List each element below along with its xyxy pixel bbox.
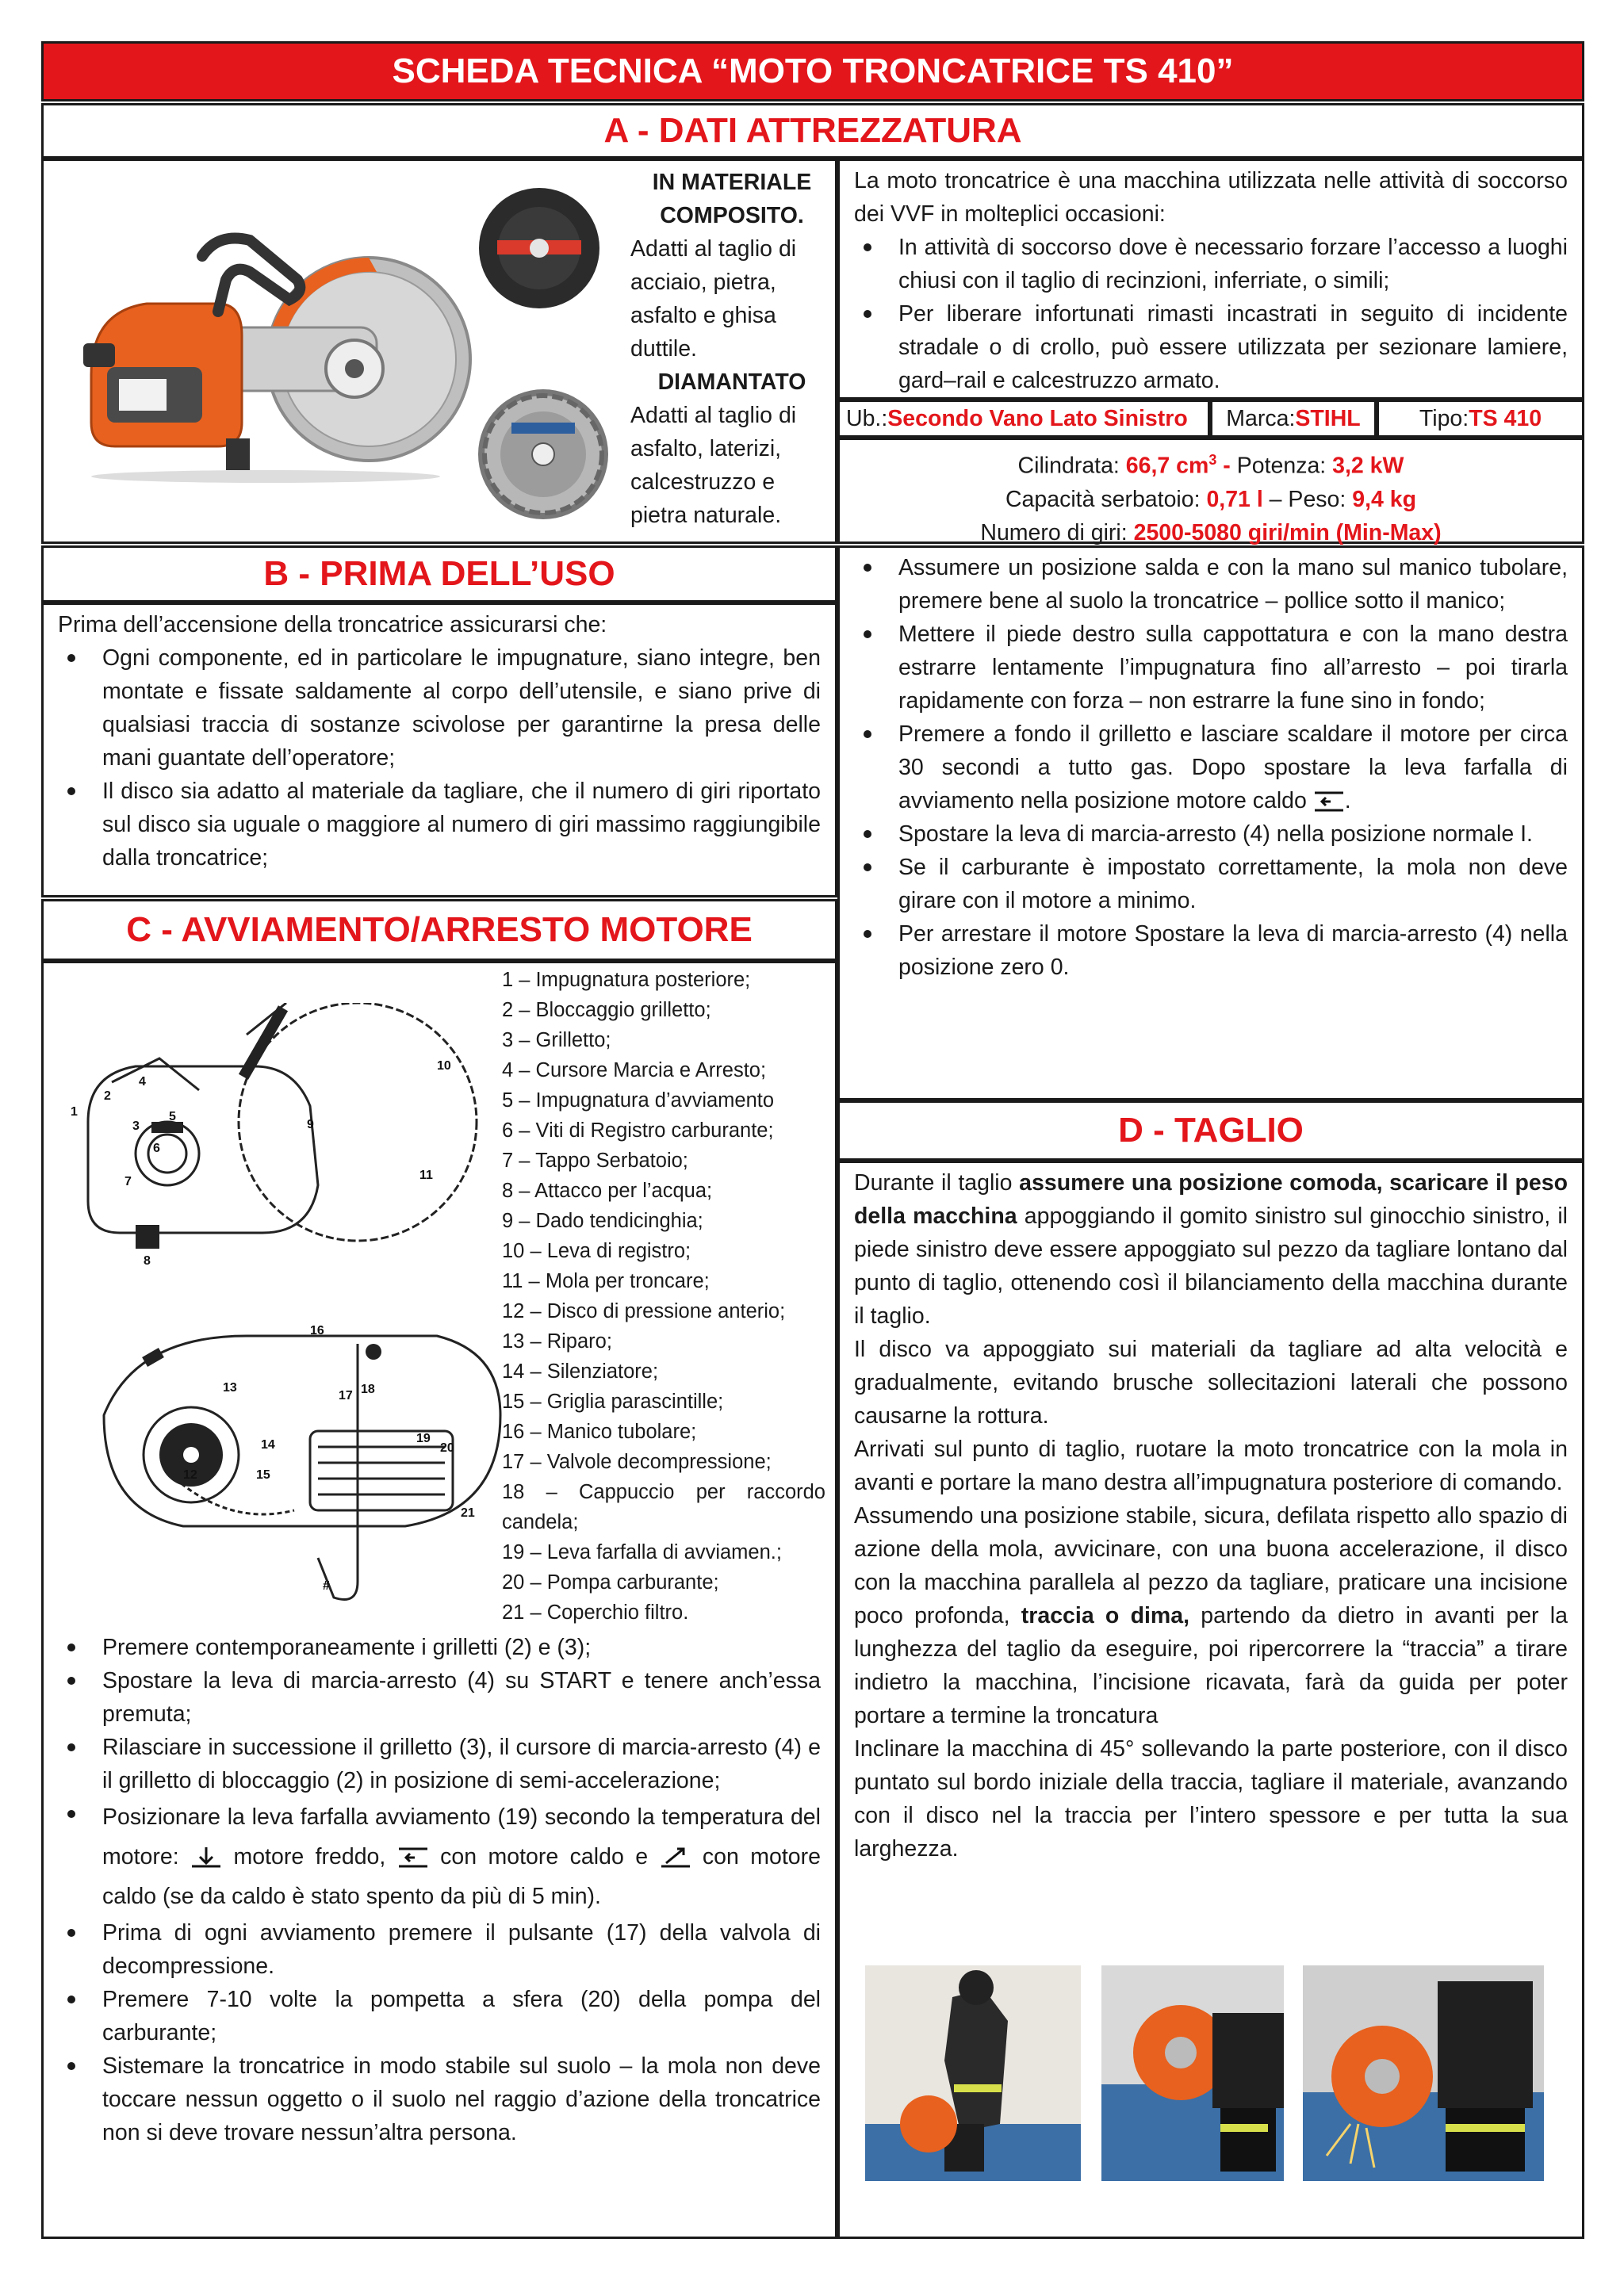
diagram-label-17: 17	[339, 1389, 353, 1402]
cutting-paragraph-1	[854, 1166, 1568, 1333]
cutting-text: partendo da dietro in avanti per la lunghezza del taglio da eseguire, poi ripercorrere la “traccia” a tirare indietro la macchina, l’incisione ricavata, farà da guida per poter portare a termine la troncatura	[854, 1603, 1568, 1728]
document-title: SCHEDA TECNICA “MOTO TRONCATRICE TS 410”	[392, 52, 1234, 90]
list-item: 9 – Dado tendicinghia;	[502, 1210, 703, 1232]
list-item: 5 – Impugnatura d’avviamento	[502, 1089, 775, 1112]
rpm-label: Numero di giri:	[980, 519, 1134, 545]
list-item: 8 – Attacco per l’acqua;	[502, 1180, 713, 1202]
section-a-description-panel	[837, 159, 1584, 400]
list-item: Se il carburante è impostato correttamente, la mola non deve girare con il motore a minimo.	[854, 851, 1568, 917]
section-b-title: B - PRIMA DELL’USO	[263, 554, 615, 593]
section-a-header	[41, 103, 1584, 159]
diagram-label-1: 1	[71, 1105, 78, 1119]
list-item: Sistemare la troncatrice in modo stabile sul suolo – la mola non deve toccare nessun oggetto o il suolo nel raggio d’azione della troncatrice non si deve trovare nessun’altra persona.	[58, 2049, 821, 2149]
hot-start-icon	[660, 1846, 691, 1869]
list-item: Premere contemporaneamente i grilletti (2) e (3);	[58, 1631, 821, 1664]
location-value: Secondo Vano Lato Sinistro	[887, 406, 1188, 431]
specs-panel	[837, 438, 1584, 544]
location-field	[837, 400, 1210, 438]
warm-start-icon	[397, 1846, 429, 1869]
list-item: 1 – Impugnatura posteriore;	[502, 969, 751, 991]
warm-position-instruction: Premere a fondo il grilletto e lasciare scaldare il motore per circa 30 secondi a tutto gas. Dopo spostare la leva farfalla di avviamento nella posizione motore caldo	[898, 721, 1568, 813]
composite-disc-image	[456, 185, 622, 312]
cutting-emphasis: assumere una posizione comoda, scaricare il peso della macchina	[854, 1170, 1568, 1229]
list-item: Prima di ogni avviamento premere il pulsante (17) della valvola di decompressione.	[58, 1916, 821, 1983]
diagram-label-hash: #	[323, 1579, 330, 1593]
diamond-disc-image	[464, 375, 622, 534]
section-c-panel	[41, 961, 837, 2239]
cutting-text: Durante il taglio	[854, 1170, 1020, 1196]
document-title-bar	[41, 41, 1584, 101]
diagram-label-14: 14	[261, 1438, 275, 1452]
list-item	[854, 718, 1568, 817]
list-item: Per liberare infortunati rimasti incastrati in seguito di incidente stradale o di crollo, può essere utilizzata per sezionare lamiere, gard–rail e calcestruzzo armato.	[854, 297, 1568, 397]
section-b-intro: Prima dell’accensione della troncatrice assicurarsi che:	[58, 612, 607, 637]
diagram-label-9: 9	[307, 1118, 314, 1131]
list-item: In attività di soccorso dove è necessario forzare l’accesso a luoghi chiusi con il taglio di recinzioni, inferriate, o simili;	[854, 231, 1568, 297]
list-item: 7 – Tappo Serbatoio;	[502, 1150, 688, 1172]
displacement-unit-exponent: 3	[1208, 452, 1217, 468]
type-value: TS 410	[1469, 406, 1542, 431]
list-item: Per arrestare il motore Spostare la leva di marcia-arresto (4) nella posizione zero 0.	[854, 917, 1568, 984]
cutting-text: appoggiando il gomito sinistro sul ginocchio sinistro, il piede sinistro deve essere appoggiato sul pezzo da tagliare lontano dal punto di taglio, ottenendo così il bilanciamento della macchina durante il taglio.	[854, 1203, 1568, 1329]
type-field	[1377, 400, 1584, 438]
section-b-panel	[41, 603, 837, 897]
list-item: 19 – Leva farfalla di avviamen.;	[502, 1541, 782, 1563]
diagram-label-6: 6	[153, 1142, 160, 1155]
diamond-disc-description: Adatti al taglio di asfalto, laterizi, calcestruzzo e pietra naturale.	[630, 403, 797, 528]
chainsaw-cutter-image	[59, 224, 472, 486]
throttle-instruction-part-4: con motore caldo (se da caldo è stato spento da più di 5 min).	[102, 1844, 821, 1909]
weight-value: 9,4 kg	[1352, 486, 1417, 512]
cutting-photo-3	[1303, 1965, 1544, 2181]
diagram-label-13: 13	[223, 1381, 237, 1395]
list-item: 3 – Grilletto;	[502, 1029, 611, 1051]
throttle-instruction-part-3: con motore caldo e	[428, 1844, 660, 1869]
cutting-paragraph-3: Arrivati sul punto di taglio, ruotare la moto troncatrice con la mola in avanti e portare la mano destra all’impugnatura posteriore di comando.	[854, 1437, 1568, 1495]
list-item: 17 – Valvole decompressione;	[502, 1451, 772, 1473]
list-item: 6 – Viti di Registro carburante;	[502, 1119, 774, 1142]
list-item: 12 – Disco di pressione anterio;	[502, 1300, 786, 1322]
displacement-value: 66,7 cm	[1125, 453, 1209, 479]
section-c-bullet-list	[58, 1631, 821, 2149]
section-d-title: D - TAGLIO	[1118, 1111, 1304, 1150]
specs-line-3	[840, 516, 1582, 549]
throttle-instruction-part-2: motore freddo,	[222, 1844, 397, 1869]
warm-position-instruction-end: .	[1344, 788, 1351, 813]
list-item: Il disco sia adatto al materiale da tagliare, che il numero di giri riportato sul disco sia uguale o maggiore al numero di giri massimo raggiungibile dalla troncatrice;	[58, 775, 821, 874]
brand-label: Marca:	[1226, 406, 1296, 431]
list-item: Assumere un posizione salda e con la mano sul manico tubolare, premere bene al suolo la troncatrice – pollice sotto il manico;	[854, 551, 1568, 618]
diagram-label-4: 4	[139, 1075, 146, 1089]
list-item	[58, 1797, 821, 1916]
diagram-label-18: 18	[361, 1383, 375, 1396]
section-b-header	[41, 545, 837, 603]
section-d-panel	[837, 1161, 1584, 2239]
specs-separator: -	[1216, 453, 1237, 479]
list-item: Spostare la leva di marcia-arresto (4) su START e tenere anch’essa premuta;	[58, 1664, 821, 1731]
section-b-bullet-list	[58, 641, 821, 874]
section-c-title: C - AVVIAMENTO/ARRESTO MOTORE	[126, 910, 753, 949]
weight-label: – Peso:	[1262, 486, 1353, 512]
specs-line-1	[840, 443, 1582, 483]
displacement-label: Cilindrata:	[1017, 453, 1126, 479]
brand-field	[1210, 400, 1377, 438]
diagram-label-8: 8	[144, 1254, 151, 1268]
list-item: Premere 7-10 volte la pompetta a sfera (20) della pompa del carburante;	[58, 1983, 821, 2049]
diagram-label-21: 21	[461, 1506, 475, 1520]
diagram-label-19: 19	[416, 1432, 431, 1445]
list-item: 18 – Cappuccio per raccordo candela;	[502, 1481, 825, 1533]
diagram-label-12: 12	[183, 1468, 197, 1482]
cutting-photo-2	[1101, 1965, 1284, 2181]
list-item: 14 – Silenziatore;	[502, 1360, 659, 1383]
warm-start-icon	[1313, 790, 1345, 813]
diagram-label-5: 5	[169, 1110, 176, 1123]
list-item: 2 – Bloccaggio grilletto;	[502, 999, 711, 1021]
tank-label: Capacità serbatoio:	[1005, 486, 1207, 512]
diamond-disc-title: DIAMANTATO	[657, 369, 806, 395]
list-item: Mettere il piede destro sulla cappottatura e con la mano destra estrarre lentamente l’impugnatura fino all’arresto – poi tirarla rapidamente con forza – non estrarre la fune sino in fondo;	[854, 618, 1568, 718]
machine-parts-diagram	[56, 1003, 532, 1605]
cutting-paragraph-4	[854, 1499, 1568, 1732]
power-label: Potenza:	[1236, 453, 1333, 479]
list-item: Spostare la leva di marcia-arresto (4) nella posizione normale I.	[854, 817, 1568, 851]
diagram-label-15: 15	[256, 1468, 270, 1482]
cutting-text: Assumendo una posizione stabile, sicura, defilata rispetto allo spazio di azione della mola, avvicinare, con una buona accelerazione, il disco con la macchina parallela al pezzo da tagliare, praticare una incisione poco profonda,	[854, 1503, 1568, 1628]
specs-line-2	[840, 483, 1582, 516]
diagram-label-7: 7	[124, 1175, 132, 1188]
list-item: Rilasciare in successione il grilletto (3), il cursore di marcia-arresto (4) e il grilletto di bloccaggio (2) in posizione di semi-accelerazione;	[58, 1731, 821, 1797]
startup-procedure-panel	[837, 545, 1584, 1100]
brand-value: STIHL	[1295, 406, 1361, 431]
list-item: 20 – Pompa carburante;	[502, 1571, 719, 1594]
list-item: 10 – Leva di registro;	[502, 1240, 691, 1262]
diagram-label-20: 20	[440, 1441, 454, 1455]
list-item: 16 – Manico tubolare;	[502, 1421, 697, 1443]
diagram-label-10: 10	[437, 1059, 451, 1073]
location-label: Ub.:	[846, 406, 888, 431]
cutting-emphasis: traccia o dima,	[1021, 1603, 1190, 1628]
composite-disc-description: Adatti al taglio di acciaio, pietra, asfalto e ghisa duttile.	[630, 236, 797, 362]
list-item: 15 – Griglia parascintille;	[502, 1391, 724, 1413]
cutting-paragraph-5: Inclinare la macchina di 45° sollevando la parte posteriore, con il disco puntato sul bordo iniziale della traccia, tagliare il materiale, avanzando con il disco nel la traccia per l’intero spessore e per tutta la sua larghezza.	[854, 1736, 1568, 1862]
diagram-label-11: 11	[419, 1169, 433, 1182]
section-c-header	[41, 899, 837, 961]
cold-start-choke-icon	[190, 1846, 222, 1869]
list-item: 13 – Riparo;	[502, 1330, 612, 1353]
rpm-value: 2500-5080 giri/min (Min-Max)	[1133, 519, 1442, 545]
cutting-paragraph-2: Il disco va appoggiato sui materiali da tagliare ad alta velocità e gradualmente, evitando brusche sollecitazioni laterali che possono causarne la rottura.	[854, 1337, 1568, 1429]
section-d-header	[837, 1100, 1584, 1161]
section-a-bullet-list	[854, 231, 1568, 397]
tank-value: 0,71 l	[1206, 486, 1263, 512]
list-item: 21 – Coperchio filtro.	[502, 1601, 689, 1624]
section-a-intro: La moto troncatrice è una macchina utilizzata nelle attività di soccorso dei VVF in molteplici occasioni:	[854, 168, 1568, 227]
throttle-instruction-part-1: Posizionare la leva farfalla avviamento (19) secondo la temperatura del motore:	[102, 1804, 821, 1869]
diagram-label-16: 16	[310, 1324, 324, 1337]
parts-legend	[502, 965, 825, 1628]
startup-bullet-list	[854, 551, 1568, 984]
power-value: 3,2 kW	[1332, 453, 1404, 479]
composite-disc-title: IN MATERIALE COMPOSITO.	[652, 170, 812, 228]
diagram-label-2: 2	[104, 1089, 111, 1103]
list-item: 4 – Cursore Marcia e Arresto;	[502, 1059, 767, 1081]
type-label: Tipo:	[1419, 406, 1469, 431]
list-item: Ogni componente, ed in particolare le impugnature, siano integre, ben montate e fissate saldamente al corpo dell’utensile, e siano prive di qualsiasi traccia di sostanze scivolose per garantirne la presa delle mani guantate dell’operatore;	[58, 641, 821, 775]
section-a-title: A - DATI ATTREZZATURA	[603, 111, 1022, 150]
section-a-equipment-panel	[41, 159, 837, 544]
cutting-photo-1	[865, 1965, 1081, 2181]
diagram-label-3: 3	[132, 1119, 140, 1133]
list-item: 11 – Mola per troncare;	[502, 1270, 710, 1292]
